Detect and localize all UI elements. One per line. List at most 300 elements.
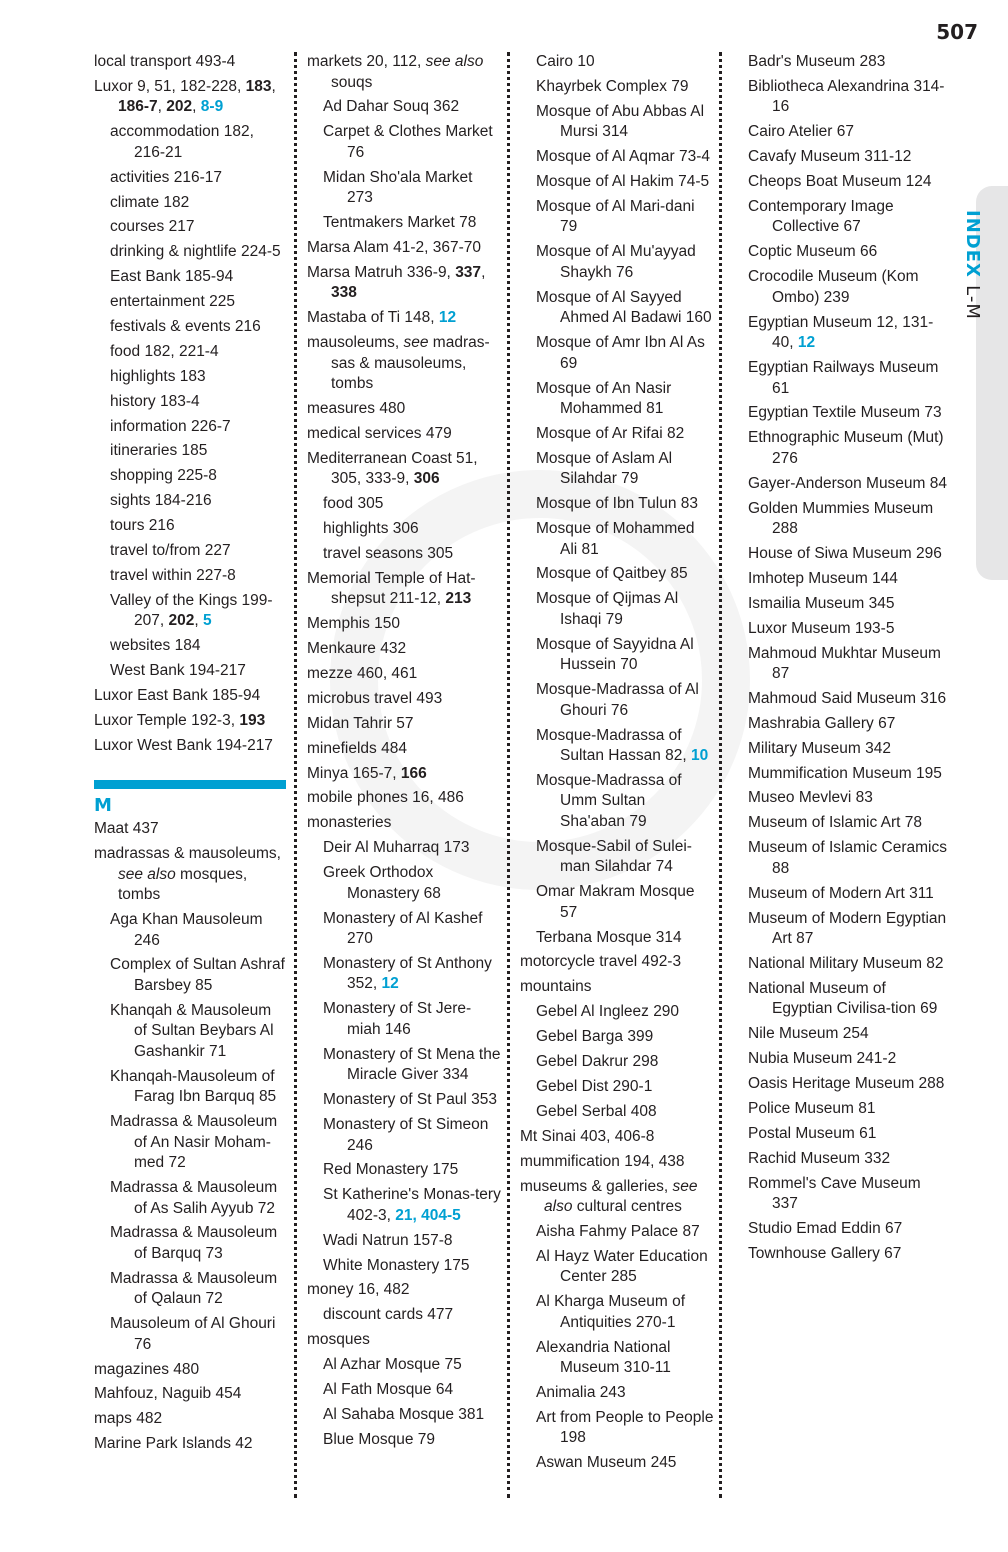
entry-text: microbus travel 493 — [307, 689, 443, 707]
map-page-ref: 10 — [690, 747, 709, 765]
entry-text: money 16, 482 — [307, 1281, 410, 1299]
index-entry — [94, 77, 286, 118]
index-subentry — [520, 102, 714, 143]
entry-text: Luxor Museum 193-5 — [748, 619, 895, 637]
index-subentry — [307, 1045, 501, 1086]
index-subentry — [307, 1355, 501, 1376]
entry-text: mosques, tombs — [118, 865, 248, 904]
entry-text: Mummification Museum 195 — [748, 764, 942, 782]
entry-text: Museum of Modern Egyptian Art 87 — [748, 909, 947, 948]
entry-text: Memphis 150 — [307, 615, 401, 633]
index-subentry — [520, 1052, 714, 1073]
index-entry — [748, 1124, 948, 1145]
index-subentry — [520, 449, 714, 490]
index-range-label: L-M — [962, 285, 983, 320]
entry-text: Townhouse Gallery 67 — [748, 1244, 902, 1262]
index-subentry — [520, 52, 714, 73]
entry-text: Rommel's Cave Museum 337 — [748, 1174, 921, 1213]
entry-text: drinking & nightlife 224-5 — [110, 243, 281, 261]
entry-text: Mosque of An Nasir Mohammed 81 — [536, 379, 672, 418]
index-subentry — [94, 1067, 286, 1108]
index-entry — [748, 1174, 948, 1215]
entry-text: Monastery of St Jere-miah 146 — [323, 1000, 472, 1038]
index-subentry — [94, 242, 286, 263]
entry-text: , — [192, 98, 201, 116]
index-entry — [748, 788, 948, 809]
entry-text: Cavafy Museum 311-12 — [748, 148, 912, 166]
index-entry — [748, 267, 948, 308]
entry-text: travel within 227-8 — [110, 566, 236, 584]
entry-text: local transport 493-4 — [94, 53, 236, 70]
entry-text: food 182, 221-4 — [110, 342, 219, 360]
index-subentry — [520, 680, 714, 721]
index-subentry — [94, 392, 286, 413]
section-letter-bar — [94, 780, 286, 789]
index-entry — [748, 714, 948, 735]
index-entry — [307, 689, 501, 710]
index-subentry — [94, 516, 286, 537]
index-subentry — [307, 909, 501, 950]
page-number: 507 — [936, 20, 978, 44]
index-entry — [307, 639, 501, 660]
index-subentry — [94, 541, 286, 562]
index-subentry — [520, 242, 714, 283]
index-subentry — [307, 1305, 501, 1326]
entry-text: Museum of Islamic Ceramics 88 — [748, 839, 947, 877]
entry-text: Bibliotheca Alexandrina 314-16 — [748, 77, 945, 116]
index-entry — [748, 813, 948, 834]
entry-text: Ismailia Museum 345 — [748, 594, 895, 612]
index-subentry — [307, 1380, 501, 1401]
entry-text: Monastery of St Anthony 352, — [323, 954, 492, 993]
index-entry — [94, 1384, 286, 1405]
index-subentry — [520, 1338, 714, 1379]
section-letter: M — [94, 795, 112, 817]
entry-text: Badr's Museum 283 — [748, 53, 886, 70]
entry-text: Mosque-Madrassa of Sultan Hassan 82, — [536, 726, 691, 765]
entry-text: Mahmoud Said Museum 316 — [748, 689, 947, 707]
index-subentry — [307, 863, 501, 904]
entry-text: Mosque of Aslam Al Silahdar 79 — [536, 449, 673, 488]
entry-text: Mashrabia Gallery 67 — [748, 714, 896, 732]
entry-text: Coptic Museum 66 — [748, 243, 878, 261]
index-subentry — [520, 771, 714, 833]
column-divider — [719, 52, 722, 1498]
entry-text: Marsa Alam 41-2, 367-70 — [307, 238, 482, 256]
index-entry — [307, 333, 501, 395]
index-subentry — [307, 544, 501, 565]
index-subentry — [520, 288, 714, 329]
entry-text: , — [194, 612, 203, 630]
entry-text: Aswan Museum 245 — [536, 1454, 677, 1472]
index-entry — [307, 664, 501, 685]
index-entry — [307, 52, 501, 93]
index-entry — [94, 711, 286, 732]
index-subentry — [520, 1222, 714, 1243]
entry-text: see also — [118, 865, 176, 883]
entry-text: Mahfouz, Naguib 454 — [94, 1385, 242, 1403]
map-page-ref: 8-9 — [200, 98, 224, 116]
entry-text: Mosque of Al Hakim 74-5 — [536, 173, 710, 191]
entry-text: Gebel Al Ingleez 290 — [536, 1003, 680, 1021]
entry-text: motorcycle travel 492-3 — [520, 953, 682, 971]
index-subentry — [94, 955, 286, 996]
index-subentry — [520, 882, 714, 923]
index-entry — [307, 1330, 501, 1351]
entry-text: mausoleums, — [307, 334, 404, 352]
entry-text: Mosque of Sayyidna Al Hussein 70 — [536, 635, 694, 674]
entry-text: Madrassa & Mausoleum of As Salih Ayyub 72 — [110, 1179, 278, 1217]
index-entry — [748, 172, 948, 193]
entry-text: Mastaba of Ti 148, — [307, 309, 439, 327]
index-subentry — [94, 1112, 286, 1174]
index-entry — [748, 569, 948, 590]
index-entry — [94, 819, 286, 840]
index-entry — [748, 1149, 948, 1170]
entry-text: Mosque of Mohammed Ali 81 — [536, 520, 695, 558]
entry-text: Police Museum 81 — [748, 1099, 876, 1117]
entry-text: Mosque of Ar Rifai 82 — [536, 424, 685, 442]
entry-text: highlights 306 — [323, 520, 419, 538]
index-entry — [307, 764, 501, 785]
entry-text: Monastery of Al Kashef 270 — [323, 909, 483, 948]
index-entry — [307, 1280, 501, 1301]
index-column-3 — [520, 52, 714, 1500]
entry-text: magazines 480 — [94, 1360, 200, 1378]
entry-text: mountains — [520, 978, 592, 996]
entry-text: Gebel Dist 290-1 — [536, 1077, 653, 1095]
entry-text: travel seasons 305 — [323, 544, 454, 562]
entry-text: Mosque of Abu Abbas Al Mursi 314 — [536, 102, 705, 141]
entry-text: Gebel Serbal 408 — [536, 1102, 657, 1120]
index-entry — [748, 594, 948, 615]
index-entry — [94, 1360, 286, 1381]
index-entry — [748, 147, 948, 168]
entry-text: festivals & events 216 — [110, 318, 261, 336]
entry-text: courses 217 — [110, 218, 195, 236]
entry-text: highlights 183 — [110, 367, 206, 385]
index-subentry — [94, 292, 286, 313]
index-entry — [748, 1049, 948, 1070]
entry-text: , — [271, 77, 276, 95]
entry-text: Egyptian Railways Museum 61 — [748, 359, 939, 397]
index-section-label — [962, 210, 983, 320]
entry-text: shopping 225-8 — [110, 467, 217, 485]
entry-text: Khayrbek Complex 79 — [536, 77, 689, 95]
index-subentry — [307, 999, 501, 1040]
entry-text: history 183-4 — [110, 392, 200, 410]
index-entry — [94, 844, 286, 906]
index-subentry — [94, 122, 286, 163]
index-subentry — [520, 77, 714, 98]
index-subentry — [94, 193, 286, 214]
index-entry — [307, 614, 501, 635]
index-subentry — [307, 838, 501, 859]
entry-text: Military Museum 342 — [748, 739, 891, 757]
entry-text: Studio Emad Eddin 67 — [748, 1219, 903, 1237]
entry-text: medical services 479 — [307, 424, 452, 442]
entry-text: accommodation 182, 216-21 — [110, 123, 254, 161]
entry-text: White Monastery 175 — [323, 1256, 470, 1274]
index-subentry — [307, 1185, 501, 1226]
index-subentry — [307, 213, 501, 234]
index-subentry — [307, 519, 501, 540]
entry-text: Monastery of St Paul 353 — [323, 1091, 498, 1109]
index-entry — [748, 77, 948, 118]
index-subentry — [520, 635, 714, 676]
entry-text: Red Monastery 175 — [323, 1161, 459, 1179]
index-subentry — [520, 519, 714, 560]
entry-text: Mosque of Ibn Tulun 83 — [536, 495, 699, 513]
index-column-4 — [748, 52, 948, 1500]
index-subentry — [520, 333, 714, 374]
entry-text: Khanqah & Mausoleum of Sultan Beybars Al Gashankir 71 — [110, 1001, 274, 1060]
entry-text: Greek Orthodox Monastery 68 — [323, 864, 441, 902]
index-entry — [307, 449, 501, 490]
index-entry — [520, 1177, 714, 1218]
index-subentry — [520, 1408, 714, 1449]
index-entry — [94, 686, 286, 707]
index-subentry — [94, 491, 286, 512]
entry-text: Rachid Museum 332 — [748, 1149, 891, 1167]
entry-text: Postal Museum 61 — [748, 1124, 877, 1142]
entry-text: Crocodile Museum (Kom Ombo) 239 — [748, 268, 919, 306]
entry-text: sights 184-216 — [110, 492, 212, 510]
index-entry — [748, 739, 948, 760]
entry-text: Al Azhar Mosque 75 — [323, 1356, 462, 1374]
index-entry — [307, 308, 501, 329]
entry-text: museums & galleries, — [520, 1177, 673, 1195]
index-subentry — [94, 168, 286, 189]
index-entry — [748, 358, 948, 399]
entry-text: discount cards 477 — [323, 1306, 454, 1324]
bold-page-ref: 306 — [413, 470, 440, 488]
index-subentry — [94, 910, 286, 951]
index-entry — [748, 428, 948, 469]
index-subentry — [520, 1292, 714, 1333]
entry-text: , — [481, 263, 486, 281]
index-subentry — [520, 494, 714, 515]
index-subentry — [307, 1256, 501, 1277]
index-subentry — [520, 1002, 714, 1023]
entry-text: Oasis Heritage Museum 288 — [748, 1075, 945, 1092]
entry-text: Valley of the Kings 199-207, — [110, 591, 273, 630]
entry-text: Madrassa & Mausoleum of Qalaun 72 — [110, 1269, 278, 1308]
entry-text: Ad Dahar Souq 362 — [323, 98, 460, 116]
index-entry — [748, 474, 948, 495]
entry-text: climate 182 — [110, 193, 190, 211]
entry-text: Maat 437 — [94, 820, 159, 838]
index-subentry — [520, 172, 714, 193]
entry-text: Gebel Barga 399 — [536, 1028, 654, 1046]
entry-text: Mosque of Al Mari-dani 79 — [536, 197, 695, 236]
entry-text: Monastery of St Mena the Miracle Giver 334 — [323, 1045, 501, 1084]
entry-text: minefields 484 — [307, 739, 407, 757]
index-subentry — [307, 1160, 501, 1181]
entry-text: Complex of Sultan Ashraf Barsbey 85 — [110, 956, 285, 994]
entry-text: National Museum of Egyptian Civilisa-tion 69 — [748, 979, 938, 1018]
index-subentry — [94, 367, 286, 388]
entry-text: Cairo 10 — [536, 53, 595, 70]
index-subentry — [94, 1001, 286, 1063]
index-subentry — [520, 928, 714, 949]
entry-text: souqs — [331, 73, 373, 91]
index-entry — [748, 619, 948, 640]
entry-text: monasteries — [307, 814, 392, 832]
entry-text: maps 482 — [94, 1410, 163, 1428]
index-subentry — [307, 1405, 501, 1426]
index-entry — [748, 1244, 948, 1265]
index-entry — [748, 979, 948, 1020]
index-subentry — [94, 1223, 286, 1264]
index-subentry — [520, 1383, 714, 1404]
index-subentry — [94, 636, 286, 657]
index-subentry — [520, 589, 714, 630]
entry-text: Al Fath Mosque 64 — [323, 1381, 454, 1399]
entry-text: Mosque of Al Mu'ayyad Shaykh 76 — [536, 243, 696, 281]
index-entry — [748, 197, 948, 238]
entry-text: see also — [544, 1177, 698, 1215]
index-subentry — [94, 466, 286, 487]
entry-text: mummification 194, 438 — [520, 1152, 685, 1170]
entry-text: Mediterranean Coast 51, 305, 333-9, — [307, 449, 478, 488]
index-entry — [520, 1152, 714, 1173]
entry-text: Midan Tahrir 57 — [307, 714, 414, 732]
entry-text: Museum of Islamic Art 78 — [748, 814, 923, 832]
entry-text: Luxor West Bank 194-217 — [94, 736, 273, 754]
index-entry — [748, 764, 948, 785]
index-entry — [748, 644, 948, 685]
index-entry — [748, 838, 948, 879]
index-entry — [748, 689, 948, 710]
entry-text: Mosque of Qaitbey 85 — [536, 565, 688, 583]
index-entry — [748, 313, 948, 354]
index-subentry — [520, 564, 714, 585]
entry-text: mezze 460, 461 — [307, 665, 418, 683]
entry-text: cultural centres — [572, 1198, 682, 1215]
index-entry — [307, 813, 501, 834]
entry-text: Monastery of St Simeon 246 — [323, 1116, 489, 1154]
entry-text: mobile phones 16, 486 — [307, 789, 464, 807]
entry-text: Nubia Museum 241-2 — [748, 1050, 897, 1068]
entry-text: Aga Khan Mausoleum 246 — [110, 911, 263, 949]
index-column-2 — [307, 52, 501, 1500]
index-entry — [307, 788, 501, 809]
map-page-ref: 12 — [438, 309, 457, 327]
entry-text: measures 480 — [307, 400, 406, 418]
entry-text: Animalia 243 — [536, 1383, 626, 1401]
entry-text: Art from People to People 198 — [536, 1408, 714, 1447]
entry-text: Memorial Temple of Hat-shepsut 211-12, — [307, 569, 476, 608]
entry-text: tours 216 — [110, 517, 175, 535]
index-subentry — [307, 168, 501, 209]
index-subentry — [94, 267, 286, 288]
index-subentry — [307, 1090, 501, 1111]
index-entry — [94, 52, 286, 73]
index-entry — [307, 238, 501, 259]
index-subentry — [94, 417, 286, 438]
entry-text: Omar Makram Mosque 57 — [536, 883, 695, 921]
entry-text: Egyptian Textile Museum 73 — [748, 404, 942, 422]
bold-page-ref: 213 — [445, 590, 472, 608]
entry-text: food 305 — [323, 495, 384, 513]
index-entry — [748, 1024, 948, 1045]
entry-text: websites 184 — [110, 637, 201, 655]
entry-text: Gebel Dakrur 298 — [536, 1053, 659, 1071]
entry-text: activities 216-17 — [110, 168, 223, 186]
index-entry — [748, 403, 948, 424]
index-subentry — [94, 1178, 286, 1219]
entry-text: Mosque-Madrassa of Al Ghouri 76 — [536, 681, 699, 719]
entry-text: Gayer-Anderson Museum 84 — [748, 474, 948, 492]
map-page-ref: 12 — [381, 975, 399, 993]
entry-text: travel to/from 227 — [110, 542, 231, 560]
index-subentry — [307, 494, 501, 515]
entry-text: Cairo Atelier 67 — [748, 123, 854, 141]
index-subentry — [94, 1314, 286, 1355]
index-entry — [748, 884, 948, 905]
index-entry — [748, 242, 948, 263]
index-subentry — [94, 342, 286, 363]
index-subentry — [307, 97, 501, 118]
index-entry — [520, 1127, 714, 1148]
entry-text: Terbana Mosque 314 — [536, 928, 682, 946]
index-subentry — [520, 837, 714, 878]
index-column-1 — [94, 52, 286, 1500]
index-entry — [748, 909, 948, 950]
entry-text: madras-sas & mausoleums, tombs — [331, 334, 490, 393]
entry-text: Marsa Matruh 336-9, — [307, 263, 456, 281]
index-subentry — [520, 1027, 714, 1048]
entry-text: itineraries 185 — [110, 442, 208, 460]
entry-text: Egyptian Museum 12, 131-40, — [748, 313, 934, 352]
index-subentry — [520, 379, 714, 420]
entry-text: Madrassa & Mausoleum of Barquq 73 — [110, 1224, 278, 1262]
index-entry — [520, 952, 714, 973]
bold-page-ref: 193 — [239, 711, 266, 729]
index-entry — [307, 424, 501, 445]
entry-text: Carpet & Clothes Market 76 — [323, 123, 493, 161]
index-subentry — [94, 217, 286, 238]
entry-text: Al Sahaba Mosque 381 — [323, 1405, 485, 1423]
index-subentry — [307, 122, 501, 163]
index-entry — [94, 1409, 286, 1430]
entry-text: Mausoleum of Al Ghouri 76 — [110, 1315, 276, 1353]
entry-text: West Bank 194-217 — [110, 662, 246, 680]
entry-text: information 226-7 — [110, 417, 231, 435]
bold-page-ref: 183 — [245, 77, 272, 95]
entry-text: Ethnographic Museum (Mut) 276 — [748, 429, 944, 467]
index-subentry — [520, 726, 714, 767]
column-divider — [294, 52, 297, 1498]
entry-text: Contemporary Image Collective 67 — [748, 197, 894, 236]
index-entry — [307, 739, 501, 760]
index-entry — [94, 736, 286, 757]
entry-text: Museo Mevlevi 83 — [748, 789, 873, 807]
entry-text: Al Hayz Water Education Center 285 — [536, 1247, 708, 1286]
entry-text: Imhotep Museum 144 — [748, 569, 898, 587]
map-page-ref: 5 — [202, 612, 212, 630]
entry-text: madrassas & mausoleums, — [94, 845, 281, 863]
index-subentry — [94, 591, 286, 632]
entry-text: East Bank 185-94 — [110, 268, 234, 286]
entry-text: Menkaure 432 — [307, 640, 407, 658]
entry-text: Golden Mummies Museum 288 — [748, 499, 934, 538]
column-divider — [507, 52, 510, 1498]
index-entry — [748, 1219, 948, 1240]
entry-text: Museum of Modern Art 311 — [748, 884, 934, 902]
entry-text: Madrassa & Mausoleum of An Nasir Moham-med 72 — [110, 1113, 278, 1172]
